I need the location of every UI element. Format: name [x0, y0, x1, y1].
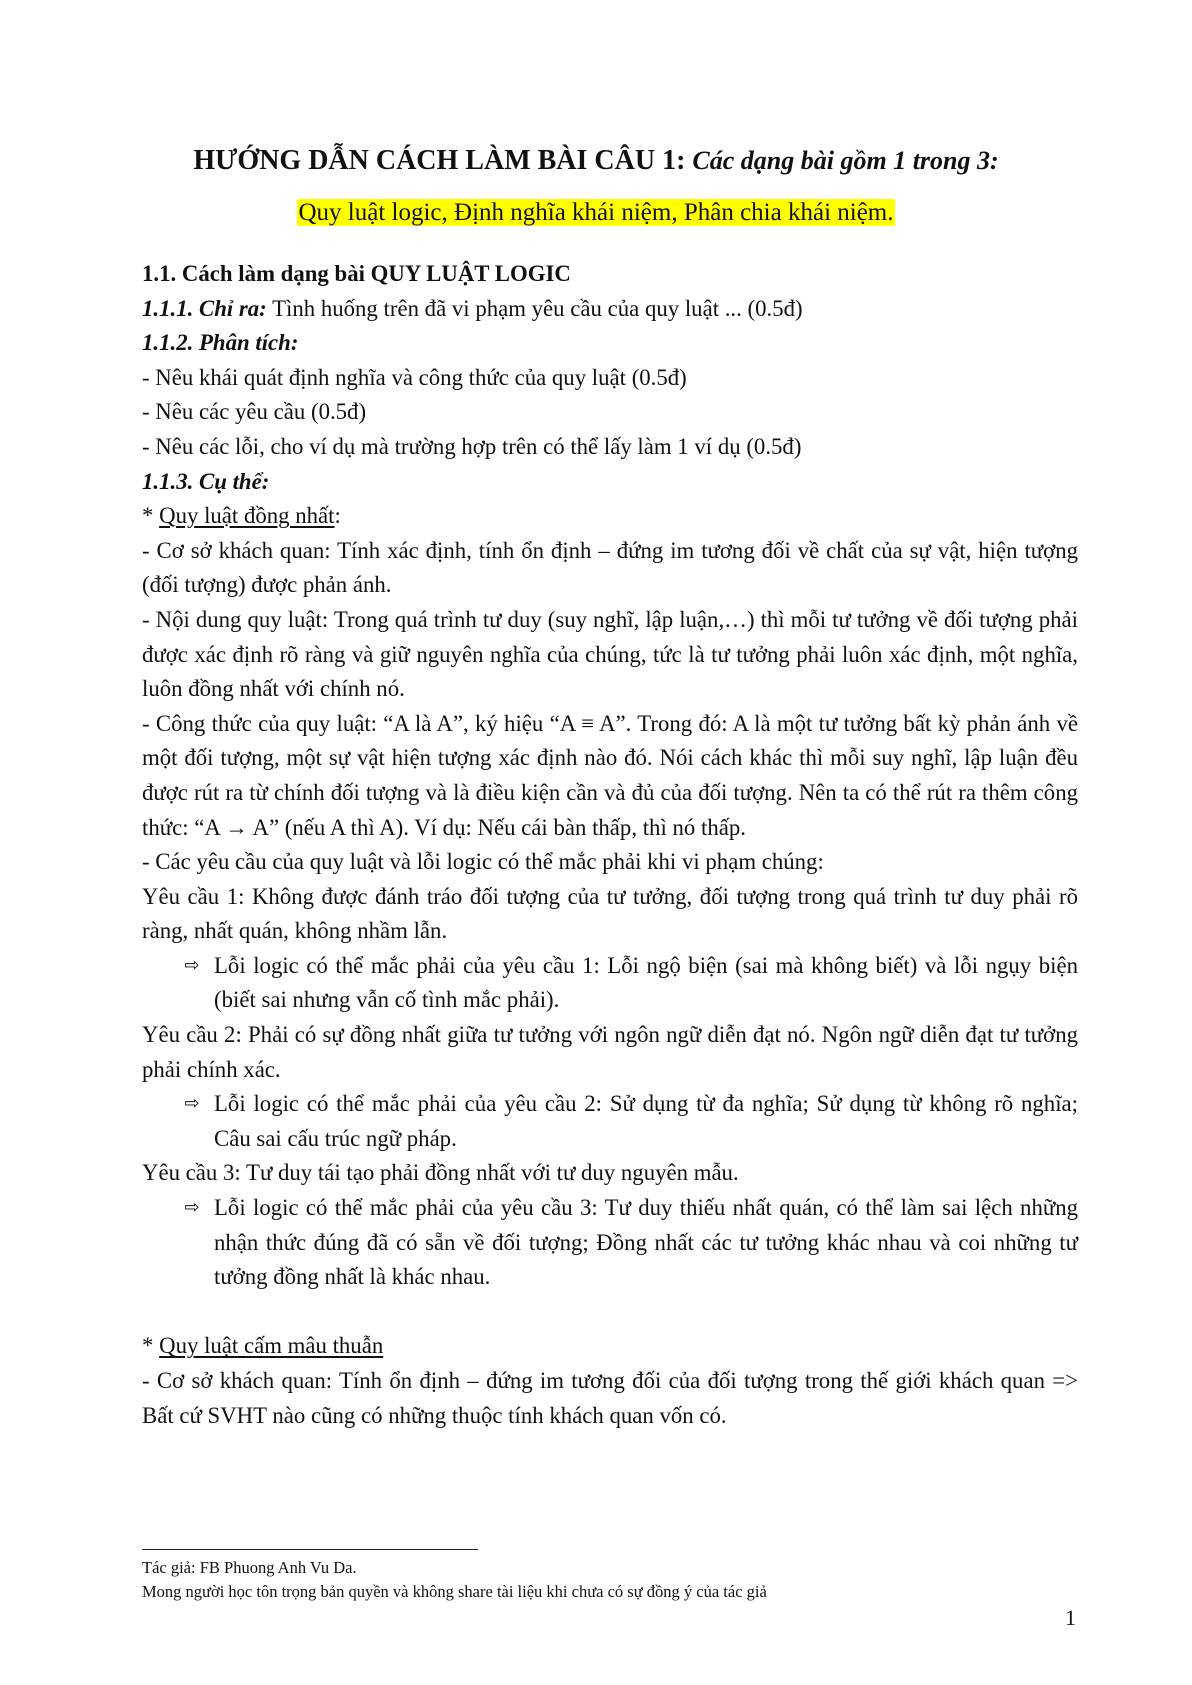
heading-sub: Các dạng bài gồm 1 trong 3:	[692, 146, 999, 175]
analysis-item: - Nêu các yêu cầu (0.5đ)	[142, 399, 367, 425]
paragraph-gap	[142, 1295, 1078, 1330]
law1-title: Quy luật đồng nhất	[159, 503, 335, 529]
law2-star: *	[142, 1333, 160, 1359]
law1-formula: - Công thức của quy luật: “A là A”, ký hiệu “A ≡ A”. Trong đó: A là một tư tưởng bất kỳ phản ánh về một đối tượng, một sự vật hiện tượng xác định nào đó. Nói cách khác thì mỗi suy nghĩ, lập luận đều được rút ra từ chính đối tượng và là điều kiện cần và đủ của đối tượng. Nên ta có thể rút ra thêm công thức: “A → A” (nếu A thì A). Ví dụ: Nếu cái bàn thấp, thì nó thấp.	[142, 710, 1078, 840]
highlighted-topics	[100, 196, 1092, 230]
subsection-1-1-1-text: Tình huống trên đã vi phạm yêu cầu của quy luật ... (0.5đ)	[272, 295, 803, 321]
requirement-3: Yêu cầu 3: Tư duy tái tạo phải đồng nhất với tư duy nguyên mẫu.	[142, 1160, 739, 1186]
law2-heading	[142, 1329, 1078, 1364]
subsection-1-1-1	[142, 292, 1078, 327]
page-number: 1	[1065, 1605, 1076, 1630]
arrow-right-outline-icon: ⇨	[184, 1197, 200, 1219]
heading-main: HƯỚNG DẪN CÁCH LÀM BÀI CÂU 1:	[193, 145, 686, 176]
document-body	[142, 257, 1078, 1433]
error-1	[142, 949, 1078, 1018]
subsection-1-1-3-label: 1.1.3. Cụ thể:	[142, 468, 270, 494]
law1-basis: - Cơ sở khách quan: Tính xác định, tính ổn định – đứng im tương đối về chất của sự vật, hiện tượng (đối tượng) được phản ánh.	[142, 537, 1078, 598]
arrow-right-outline-icon: ⇨	[184, 1093, 200, 1115]
law1-requirements-intro: - Các yêu cầu của quy luật và lỗi logic có thể mắc phải khi vi phạm chúng:	[142, 849, 824, 875]
error-2	[142, 1087, 1078, 1156]
error-3	[142, 1191, 1078, 1295]
footnote	[142, 1556, 1082, 1604]
footnote-notice: Mong người học tôn trọng bản quyền và không share tài liệu khi chưa có sự đồng ý của tác giả	[142, 1582, 767, 1601]
requirement-1: Yêu cầu 1: Không được đánh tráo đối tượng của tư tưởng, đối tượng trong quá trình tư duy phải rõ ràng, nhất quán, không nhầm lẫn.	[142, 883, 1078, 944]
law2-basis: - Cơ sở khách quan: Tính ổn định – đứng im tương đối của đối tượng trong thế giới khách quan => Bất cứ SVHT nào cũng có những thuộc tính khách quan vốn có.	[142, 1368, 1078, 1428]
law1-star: *	[142, 503, 160, 529]
page-heading	[100, 141, 1092, 181]
error-2-text: Lỗi logic có thể mắc phải của yêu cầu 2: Sử dụng từ đa nghĩa; Sử dụng từ không rõ nghĩa; Câu sai cấu trúc ngữ pháp.	[214, 1091, 1078, 1151]
section-title: 1.1. Cách làm dạng bài QUY LUẬT LOGIC	[142, 261, 571, 286]
subsection-1-1-2-label: 1.1.2. Phân tích:	[142, 330, 299, 356]
law2-title: Quy luật cấm mâu thuẫn	[159, 1333, 384, 1359]
footnote-divider	[142, 1549, 478, 1550]
law1-colon: :	[334, 503, 341, 529]
highlighted-topics-text: Quy luật logic, Định nghĩa khái niệm, Phân chia khái niệm.	[298, 199, 894, 226]
analysis-item: - Nêu các lỗi, cho ví dụ mà trường hợp trên có thể lấy làm 1 ví dụ (0.5đ)	[142, 433, 802, 459]
requirement-2: Yêu cầu 2: Phải có sự đồng nhất giữa tư tưởng với ngôn ngữ diễn đạt nó. Ngôn ngữ diễn đạt tư tưởng phải chính xác.	[142, 1022, 1078, 1082]
footnote-author: Tác giả: FB Phuong Anh Vu Da.	[142, 1558, 357, 1577]
subsection-1-1-1-label: 1.1.1. Chỉ ra:	[142, 295, 267, 321]
law1-content: - Nội dung quy luật: Trong quá trình tư duy (suy nghĩ, lập luận,…) thì mỗi tư tưởng về đối tượng phải được xác định rõ ràng và giữ nguyên nghĩa của chúng, tức là tư tưởng phải luôn xác định, một nghĩa, luôn đồng nhất với chính nó.	[142, 606, 1078, 702]
error-3-text: Lỗi logic có thể mắc phải của yêu cầu 3: Tư duy thiếu nhất quán, có thể làm sai lệch những nhận thức đúng đã có sẵn về đối tượng; Đồng nhất các tư tưởng khác nhau và coi những tư tưởng đồng nhất là khác nhau.	[214, 1195, 1078, 1290]
law1-heading	[142, 499, 1078, 534]
error-1-text: Lỗi logic có thể mắc phải của yêu cầu 1: Lỗi ngộ biện (sai mà không biết) và lỗi ngụy biện (biết sai nhưng vẫn cố tình mắc phải).	[214, 952, 1078, 1013]
arrow-right-outline-icon: ⇨	[184, 954, 200, 976]
analysis-item: - Nêu khái quát định nghĩa và công thức của quy luật (0.5đ)	[142, 364, 687, 390]
